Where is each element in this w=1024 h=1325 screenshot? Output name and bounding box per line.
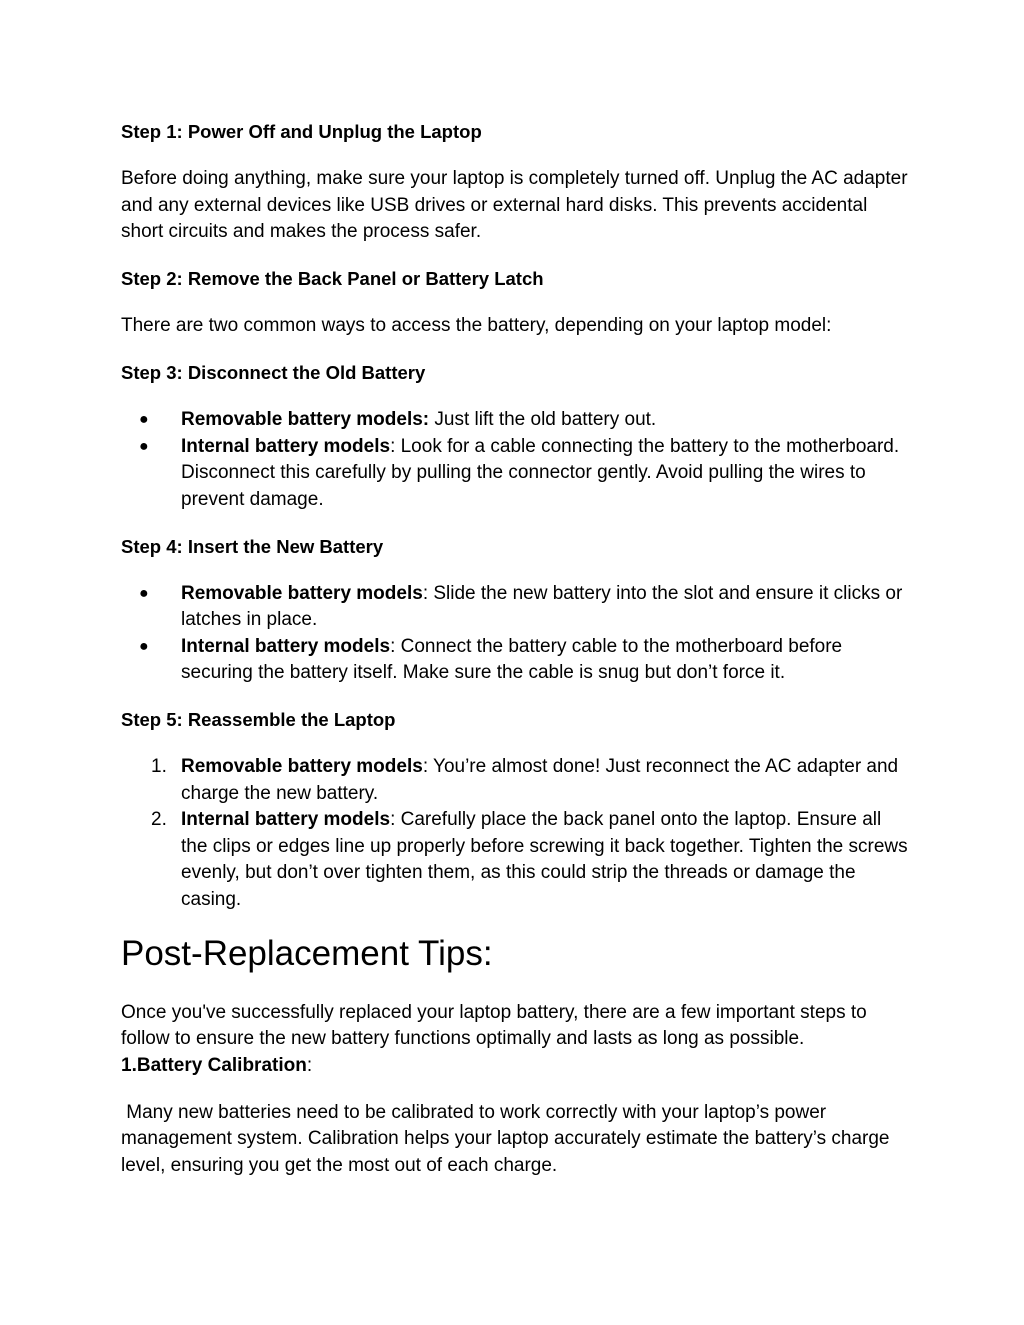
step-1-text: Before doing anything, make sure your laptop is completely turned off. Unplug the AC adapter and any external devices like USB drives or external hard disks. This prevents accidental short circuits and makes the process safer.: [121, 168, 908, 242]
item-label: Removable battery models:: [181, 409, 430, 430]
bullet-icon: ●: [139, 437, 149, 455]
step-2-heading: Step 2: Remove the Back Panel or Battery Latch: [121, 268, 544, 289]
calibration-label: 1.Battery Calibration: [121, 1054, 307, 1076]
item-text: : You’re almost done! Just reconnect the AC adapter and charge the new battery.: [181, 756, 899, 804]
calibration-text: Many new batteries need to be calibrated to work correctly with your laptop’s power management system. Calibration helps your laptop accurately estimate the battery’s charge level, ensuring you get the most out of each charge.: [121, 1101, 895, 1176]
list-number: 1.: [151, 756, 167, 777]
calibration-suffix: :: [306, 1054, 313, 1076]
list-item: [121, 434, 911, 514]
list-item: [121, 807, 911, 913]
item-text: Just lift the old battery out.: [429, 409, 657, 430]
list-item: [121, 754, 911, 807]
list-item: [121, 634, 911, 687]
item-label: Internal battery models: [181, 809, 391, 830]
step-4-heading: Step 4: Insert the New Battery: [121, 535, 384, 557]
step-3-list: [121, 407, 911, 513]
step-5-list: [121, 754, 911, 913]
step-5-heading: Step 5: Reassemble the Laptop: [121, 709, 396, 730]
step-4-list: [121, 581, 911, 687]
bullet-icon: ●: [139, 411, 149, 428]
calibration-subheading: [121, 1053, 911, 1080]
item-text: : Connect the battery cable to the motherboard before securing the battery itself. Make sure the cable is snug but don’t force it.: [181, 635, 843, 683]
post-replacement-heading: Post-Replacement Tips:: [121, 933, 493, 973]
item-label: Internal battery models: [181, 635, 391, 657]
bullet-icon: ●: [139, 584, 149, 602]
item-text: : Slide the new battery into the slot and ensure it clicks or latches in place.: [181, 582, 903, 630]
step-3-heading: Step 3: Disconnect the Old Battery: [121, 362, 426, 383]
item-text: : Look for a cable connecting the battery to the motherboard. Disconnect this carefully by pulling the connector gently. Avoid pulling the wires to prevent damage.: [181, 435, 900, 510]
step-1-heading: Step 1: Power Off and Unplug the Laptop: [121, 121, 482, 142]
post-intro-text: Once you've successfully replaced your laptop battery, there are a few important steps to follow to ensure the new battery functions optimally and lasts as long as possible.: [121, 1001, 867, 1049]
item-label: Removable battery models: [181, 582, 423, 604]
list-item: [121, 581, 911, 634]
bullet-icon: ●: [139, 637, 149, 655]
list-number: 2.: [151, 809, 167, 830]
item-label: Internal battery models: [181, 435, 391, 457]
document-page: [121, 119, 911, 1200]
list-item: [121, 407, 911, 434]
item-label: Removable battery models: [181, 756, 423, 777]
step-2-text: There are two common ways to access the battery, depending on your laptop model:: [121, 315, 832, 336]
item-text: : Carefully place the back panel onto the laptop. Ensure all the clips or edges line up properly before screwing it back together. Tighten the screws evenly, but don’t over tighten them, as this could strip the threads or damage the casing.: [181, 809, 908, 910]
